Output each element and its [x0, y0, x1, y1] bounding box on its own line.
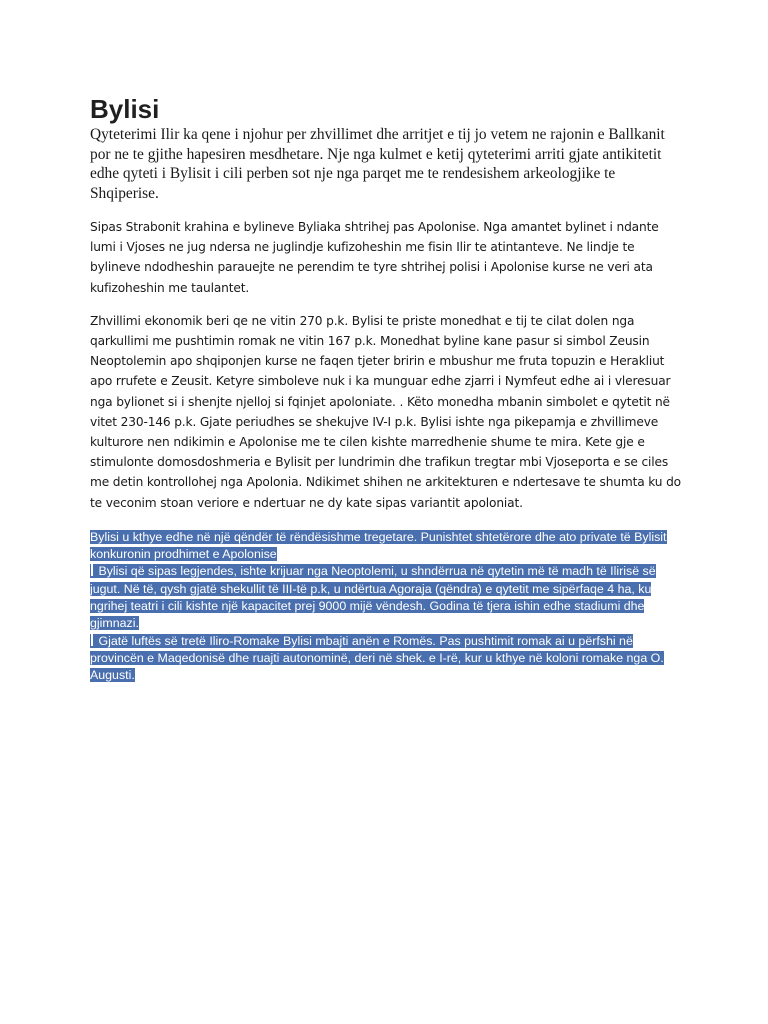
paragraph-economy: Zhvillimi ekonomik beri qe ne vitin 270 p.k. Bylisi te priste monedhat e tij te cilat dolen nga qarkullimi me pushtimin romak ne vitin 167 p.k. Monedhat byline kane pasur si simbol Zeusin Neoptolemin apo shqiponjen kurse ne faqen tjeter bririn e mbushur me fruta topuzin e Herakliut apo rrufete e Zeusit. Ketyre simboleve nuk i ka munguar edhe zjarri i Nymfeut edhe ai i vleresuar nga bylionet si i shenjte njelloj si fqinjet apoloniate. . Këto monedha mbanin simbolet e qytetit në vitet 230-146 p.k. Gjate periudhes se shekujve IV-I p.k. Bylisi ishte nga pikepamja e zhvillimeve kulturore nen ndikimin e Apolonise me te cilen kishte marredhenie shume te mira. Kete gje e stimulonte domosdoshmeria e Bylisit per lundrimin dhe trafikun tregtar mbi Vjoseporta e se ciles me detin kontrollohej nga Apolonia. Ndikimet shihen ne arkitekturen e ndertesave te shumta ku do te veconim stoan veriore e ndertuar ne dy kate sipas variantit apoloniat. [90, 313, 681, 510]
document-body [90, 93, 686, 685]
intro-paragraph: Qyteterimi Ilir ka qene i njohur per zhvillimet dhe arritjet e tij jo vetem ne rajonin e Ballkanit por ne te gjithe hapesiren mesdhetare. Nje nga kulmet e ketij qyteterimi arriti gjate antikitetit edhe qyteti i Bylisit i cili perben sot nje nga parqet me te rendesishem arkeologjike te Shqiperise. [90, 126, 665, 202]
selected-text-war: Gjatë luftës së tretë Iliro-Romake Bylisi mbajti anën e Romës. Pas pushtimit romak ai u përfshi në provincën e Maqedonisë dhe ruajti autonominë, deri në shek. e I-rë, kur u kthye në koloni romake nga O. Augusti. [90, 633, 664, 683]
selected-line-trade[interactable] [90, 529, 686, 564]
selected-text-legend: Bylisi që sipas legjendes, ishte krijuar nga Neoptolemi, u shndërrua në qytetin më të madh të Ilirisë së jugut. Në të, qysh gjatë shekullit të III-të p.k, u ndërtua Agoraja (qëndra) e qytetit me sipërfaqe 4 ha, ku ngrihej teatri i cili kishte një kapacitet prej 9000 mijë vëndesh. Godina të tjera ishin edhe stadiumi dhe gjimnazi. [90, 564, 656, 631]
selected-text-trade: Bylisi u kthye edhe në një qëndër të rëndësishme tregetare. Punishtet shtetërore dhe ato private të Bylisit konkuronin prodhimet e Apolonise [90, 529, 667, 562]
line-break-marker-icon [91, 634, 93, 646]
line-break-marker-icon [91, 564, 93, 576]
selected-text-block[interactable] [90, 529, 686, 685]
selected-line-war[interactable] [90, 633, 686, 685]
document-title: Bylisi [90, 94, 160, 124]
paragraph-geography: Sipas Strabonit krahina e bylineve Byliaka shtrihej pas Apolonise. Nga amantet bylinet i ndante lumi i Vjoses ne jug ndersa ne juglindje kufizoheshin me fisin Ilir te atintanteve. Ne lindje te bylineve ndodheshin parauejte ne perendim te tyre shtrihej polisi i Apolonise kurse ne veri ata kufizoheshin me taulantet. [90, 220, 659, 295]
selected-line-legend[interactable] [90, 563, 686, 632]
